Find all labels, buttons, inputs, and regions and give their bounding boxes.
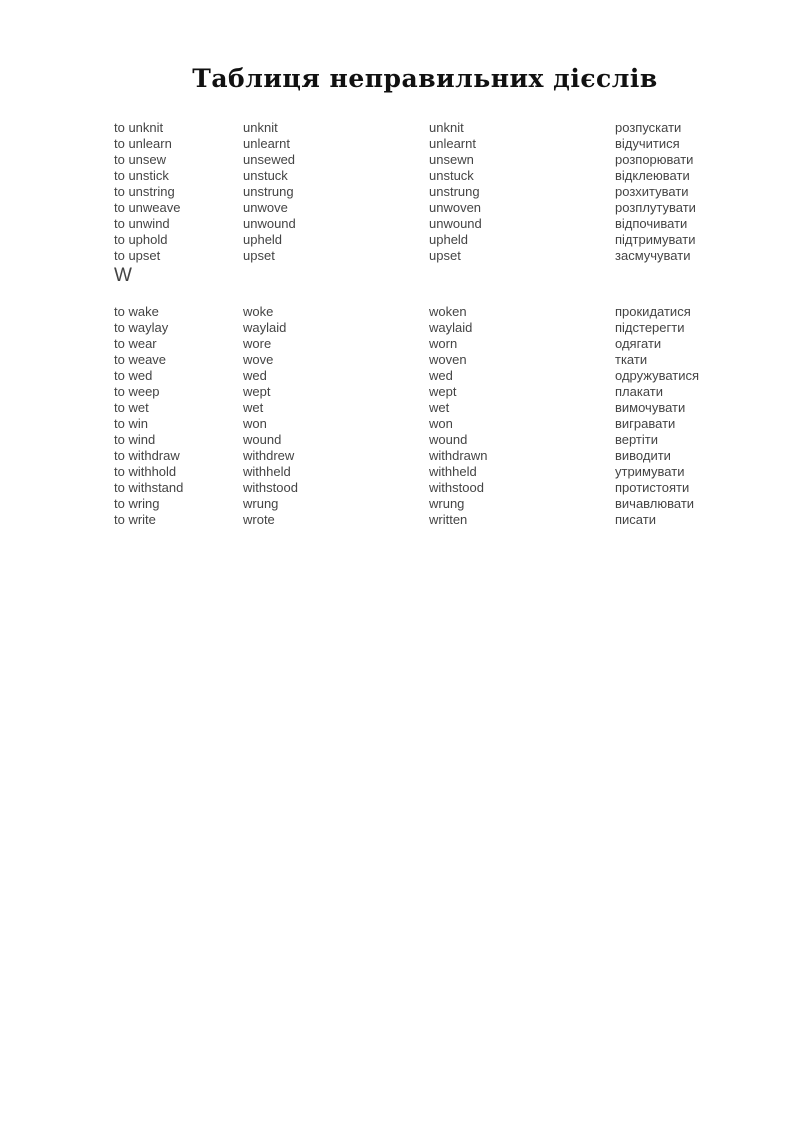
table-row <box>114 184 734 200</box>
table-row <box>114 168 734 184</box>
translation-cell: вертіти <box>615 432 658 447</box>
table-row <box>114 448 734 464</box>
infinitive-cell: to unsew <box>114 152 167 167</box>
translation-cell: плакати <box>615 384 663 399</box>
past-simple-cell: wet <box>243 400 264 415</box>
past-simple-cell: wore <box>243 336 272 351</box>
past-participle-cell: unlearnt <box>429 136 476 151</box>
infinitive-cell: to withdraw <box>114 448 180 463</box>
past-simple-cell: upset <box>243 248 275 263</box>
past-participle-cell: unknit <box>429 120 464 135</box>
past-participle-cell: wet <box>429 400 450 415</box>
infinitive-cell: to unweave <box>114 200 181 215</box>
past-participle-cell: unstrung <box>429 184 480 199</box>
past-simple-cell: withstood <box>243 480 298 495</box>
past-participle-cell: upheld <box>429 232 469 247</box>
table-row <box>114 512 734 528</box>
irregular-verbs-table <box>114 120 734 528</box>
infinitive-cell: to waylay <box>114 320 169 335</box>
infinitive-cell: to wet <box>114 400 149 415</box>
past-simple-cell: wound <box>243 432 282 447</box>
table-row <box>114 120 734 136</box>
infinitive-cell: to unstick <box>114 168 169 183</box>
table-row <box>114 496 734 512</box>
past-simple-cell: unknit <box>243 120 278 135</box>
past-simple-cell: wept <box>243 384 271 399</box>
table-row <box>114 232 734 248</box>
table-row <box>114 400 734 416</box>
translation-cell: прокидатися <box>615 304 691 319</box>
past-participle-cell: withheld <box>429 464 477 479</box>
past-simple-cell: unwound <box>243 216 296 231</box>
translation-cell: одягати <box>615 336 662 351</box>
table-row <box>114 384 734 400</box>
section-w <box>114 304 734 528</box>
past-simple-cell: unsewed <box>243 152 296 167</box>
past-participle-cell: won <box>429 416 453 431</box>
past-participle-cell: unwound <box>429 216 482 231</box>
table-row <box>114 416 734 432</box>
infinitive-cell: to unstring <box>114 184 175 199</box>
table-row <box>114 200 734 216</box>
table-row <box>114 152 734 168</box>
infinitive-cell: to weave <box>114 352 167 367</box>
past-simple-cell: withdrew <box>243 448 295 463</box>
infinitive-cell: to wind <box>114 432 156 447</box>
past-simple-cell: upheld <box>243 232 283 247</box>
translation-cell: вигравати <box>615 416 676 431</box>
past-simple-cell: withheld <box>243 464 291 479</box>
infinitive-cell: to uphold <box>114 232 168 247</box>
past-participle-cell: wrung <box>429 496 465 511</box>
translation-cell: розпорювати <box>615 152 694 167</box>
past-simple-cell: wrung <box>243 496 279 511</box>
table-row <box>114 432 734 448</box>
past-participle-cell: wound <box>429 432 468 447</box>
section-letter-heading: W <box>114 265 132 286</box>
table-row <box>114 368 734 384</box>
translation-cell: протистояти <box>615 480 690 495</box>
translation-cell: писати <box>615 512 656 527</box>
infinitive-cell: to wed <box>114 368 153 383</box>
past-simple-cell: waylaid <box>243 320 287 335</box>
table-row <box>114 248 734 264</box>
past-simple-cell: wove <box>243 352 274 367</box>
translation-cell: підстерегти <box>615 320 685 335</box>
infinitive-cell: to win <box>114 416 148 431</box>
infinitive-cell: to withstand <box>114 480 184 495</box>
table-row <box>114 136 734 152</box>
table-row <box>114 304 734 320</box>
past-participle-cell: upset <box>429 248 461 263</box>
translation-cell: утримувати <box>615 464 685 479</box>
infinitive-cell: to upset <box>114 248 161 263</box>
table-row <box>114 336 734 352</box>
past-simple-cell: wed <box>243 368 267 383</box>
table-row <box>114 352 734 368</box>
past-participle-cell: written <box>429 512 468 527</box>
past-participle-cell: unsewn <box>429 152 474 167</box>
translation-cell: розплутувати <box>615 200 696 215</box>
past-participle-cell: woven <box>429 352 467 367</box>
past-participle-cell: waylaid <box>429 320 473 335</box>
translation-cell: одружуватися <box>615 368 700 383</box>
infinitive-cell: to unknit <box>114 120 164 135</box>
past-participle-cell: worn <box>429 336 458 351</box>
past-simple-cell: won <box>243 416 267 431</box>
past-simple-cell: wrote <box>243 512 275 527</box>
section-u <box>114 120 734 264</box>
past-simple-cell: unstrung <box>243 184 294 199</box>
past-simple-cell: unwove <box>243 200 288 215</box>
infinitive-cell: to unlearn <box>114 136 172 151</box>
translation-cell: відклеювати <box>615 168 690 183</box>
table-row <box>114 216 734 232</box>
past-simple-cell: unstuck <box>243 168 288 183</box>
past-participle-cell: woken <box>429 304 467 319</box>
past-participle-cell: unwoven <box>429 200 482 215</box>
translation-cell: відучитися <box>615 136 680 151</box>
translation-cell: виводити <box>615 448 671 463</box>
translation-cell: розхитувати <box>615 184 689 199</box>
infinitive-cell: to wake <box>114 304 159 319</box>
translation-cell: відпочивати <box>615 216 688 231</box>
table-row <box>114 320 734 336</box>
translation-cell: ткати <box>615 352 648 367</box>
infinitive-cell: to wring <box>114 496 160 511</box>
page-title: Таблиця неправильних дієслів <box>192 64 658 93</box>
translation-cell: розпускати <box>615 120 682 135</box>
infinitive-cell: to withhold <box>114 464 177 479</box>
infinitive-cell: to unwind <box>114 216 170 231</box>
past-participle-cell: withstood <box>429 480 484 495</box>
translation-cell: засмучувати <box>615 248 691 263</box>
infinitive-cell: to write <box>114 512 156 527</box>
table-row <box>114 464 734 480</box>
past-participle-cell: wept <box>429 384 457 399</box>
translation-cell: вичавлювати <box>615 496 695 511</box>
past-participle-cell: withdrawn <box>429 448 488 463</box>
translation-cell: підтримувати <box>615 232 696 247</box>
past-simple-cell: woke <box>243 304 274 319</box>
past-participle-cell: unstuck <box>429 168 474 183</box>
translation-cell: вимочувати <box>615 400 686 415</box>
past-participle-cell: wed <box>429 368 453 383</box>
infinitive-cell: to wear <box>114 336 157 351</box>
table-row <box>114 480 734 496</box>
past-simple-cell: unlearnt <box>243 136 290 151</box>
infinitive-cell: to weep <box>114 384 160 399</box>
